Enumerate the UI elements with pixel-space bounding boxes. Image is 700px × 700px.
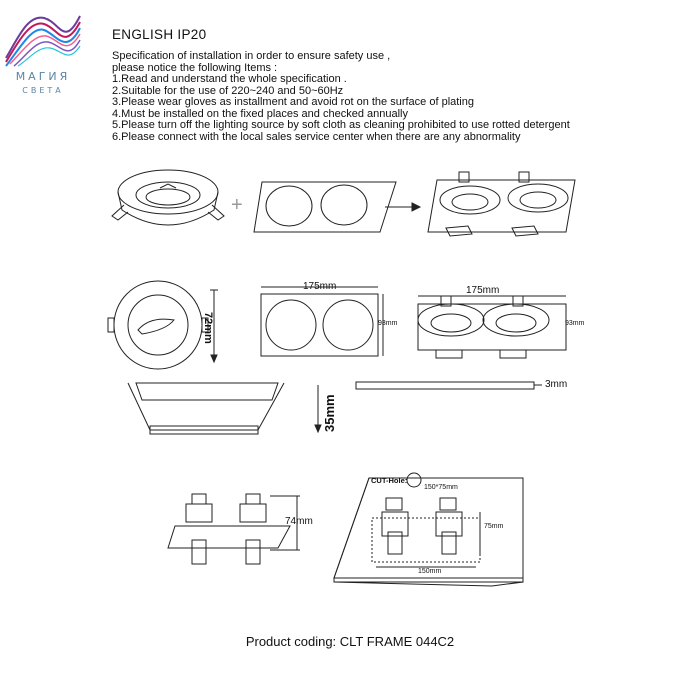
frame-height-label: 93mm [565, 320, 585, 327]
arrow-icon [385, 203, 420, 211]
logo-name: МАГИЯ [15, 70, 71, 83]
lamp-height-label: 74mm [285, 516, 313, 527]
cut-hole-height-label: 75mm [484, 523, 504, 530]
ring-side-view-drawing [128, 383, 321, 434]
list-item: 6.Please connect with the local sales service center when there are any abnormality [112, 130, 521, 143]
ring-depth-label: 35mm [322, 394, 337, 432]
frame-front-drawing [418, 296, 566, 358]
intro-line: Specification of installation in order to ensure safety use , [112, 50, 391, 62]
list-item: 2.Suitable for the use of 220~240 and 50~60Hz [112, 84, 344, 97]
list-item: 3.Please wear gloves as installment and avoid rot on the surface of plating [112, 96, 474, 108]
cut-hole-width-label: 150mm [418, 568, 442, 575]
frame-width-label: 175mm [466, 285, 500, 296]
product-coding: Product coding: CLT FRAME 044C2 [245, 634, 455, 649]
plate-thickness-label: 3mm [545, 379, 568, 390]
ring-fixture-drawing [112, 170, 224, 225]
lamp-assembly-drawing [168, 494, 300, 564]
intro-line: please notice the following Items : [112, 61, 278, 74]
logo-subtitle: СВЕТА [22, 86, 64, 95]
plate-height-label: 93mm [378, 320, 398, 327]
plate-side-view-drawing [356, 382, 542, 389]
list-item: 4.Must be installed on the fixed places and checked annually [112, 107, 408, 120]
list-item: 5.Please turn off the lighting source by soft cloth as cleaning prohibited to use rotted detergent [112, 119, 570, 131]
plate-front-drawing [261, 287, 383, 356]
page-title: ENGLISH IP20 [112, 27, 207, 42]
double-plate-drawing [254, 182, 396, 232]
plus-sign: + [231, 194, 243, 216]
cut-hole-size-label: 150*75mm [424, 484, 458, 491]
cut-hole-label: CUT-Hole: [371, 476, 408, 485]
assembled-frame-drawing [428, 172, 575, 236]
plate-width-label: 175mm [303, 281, 337, 292]
list-item: 1.Read and understand the whole specification . [112, 73, 347, 85]
ring-height-label: 72mm [202, 312, 214, 344]
